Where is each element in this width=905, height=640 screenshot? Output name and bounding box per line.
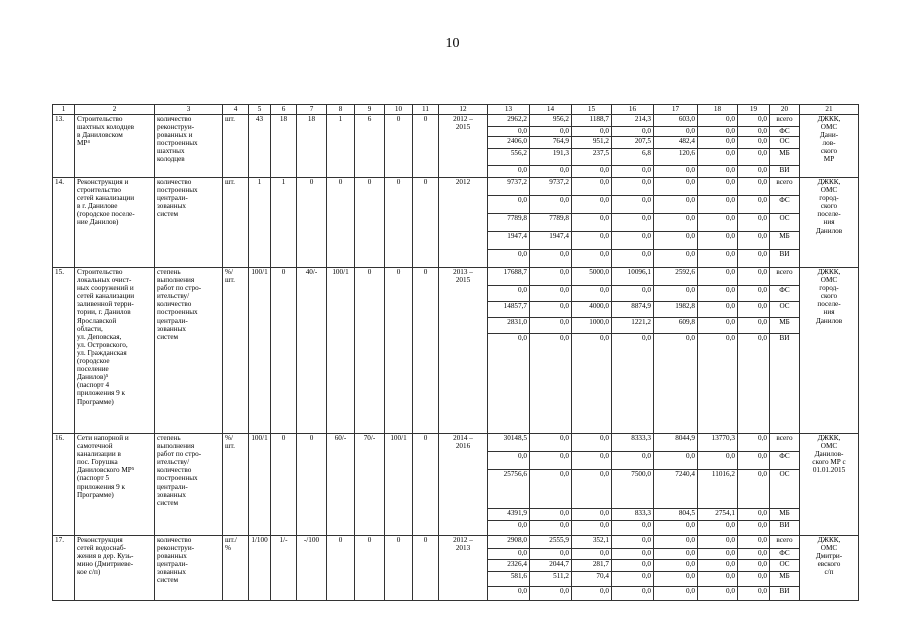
fin-value: 0,0 bbox=[738, 166, 770, 178]
fin-value: 0,0 bbox=[612, 521, 654, 536]
header-cell: 2 bbox=[75, 105, 155, 115]
fin-value: 0,0 bbox=[530, 286, 572, 302]
fin-source: ФС bbox=[770, 196, 800, 214]
fin-value: 0,0 bbox=[612, 214, 654, 232]
fin-value: 0,0 bbox=[698, 214, 738, 232]
fin-value: 0,0 bbox=[612, 166, 654, 178]
cell-c7: 0 bbox=[297, 178, 327, 268]
fin-value: 0,0 bbox=[612, 560, 654, 572]
cell-c9: 0 bbox=[355, 536, 385, 601]
cell-c10: 0 bbox=[385, 268, 413, 434]
fin-value: 2831,0 bbox=[488, 318, 530, 334]
fin-value: 0,0 bbox=[572, 127, 612, 137]
cell-c6: 18 bbox=[271, 115, 297, 178]
cell-c5: 1/100 bbox=[249, 536, 271, 601]
fin-value: 764,9 bbox=[530, 137, 572, 149]
fin-value: 6,8 bbox=[612, 149, 654, 166]
fin-value: 0,0 bbox=[530, 521, 572, 536]
header-row bbox=[53, 105, 859, 115]
fin-value: 0,0 bbox=[654, 166, 698, 178]
fin-value: 191,3 bbox=[530, 149, 572, 166]
cell-unit: шт. bbox=[223, 115, 249, 178]
fin-value: 0,0 bbox=[738, 149, 770, 166]
header-cell: 19 bbox=[738, 105, 770, 115]
cell-name: Реконструкция сетей водоснаб- жения в дер. Кузь- мино (Дмитриеве- кое с/п) bbox=[75, 536, 155, 601]
fin-value: 0,0 bbox=[530, 166, 572, 178]
fin-value: 0,0 bbox=[612, 196, 654, 214]
cell-no: 14. bbox=[53, 178, 75, 268]
fin-value: 0,0 bbox=[572, 521, 612, 536]
fin-source: ФС bbox=[770, 286, 800, 302]
fin-value: 0,0 bbox=[572, 286, 612, 302]
cell-c11: 0 bbox=[413, 115, 439, 178]
fin-value: 0,0 bbox=[488, 166, 530, 178]
header-cell: 8 bbox=[327, 105, 355, 115]
cell-indicator: количество реконструи- рованных централи- зованных систем bbox=[155, 536, 223, 601]
fin-value: 10096,1 bbox=[612, 268, 654, 286]
fin-value: 0,0 bbox=[612, 452, 654, 470]
fin-value: 0,0 bbox=[738, 268, 770, 286]
fin-value: 0,0 bbox=[530, 196, 572, 214]
fin-value: 237,5 bbox=[572, 149, 612, 166]
header-cell: 17 bbox=[654, 105, 698, 115]
cell-no: 15. bbox=[53, 268, 75, 434]
header-cell: 10 bbox=[385, 105, 413, 115]
cell-indicator: количество построенных централи- зованных систем bbox=[155, 178, 223, 268]
fin-value: 0,0 bbox=[654, 334, 698, 434]
fin-value: 4391,9 bbox=[488, 509, 530, 521]
fin-value: 0,0 bbox=[738, 196, 770, 214]
fin-value: 0,0 bbox=[612, 587, 654, 601]
fin-value: 0,0 bbox=[738, 536, 770, 549]
fin-value: 0,0 bbox=[738, 434, 770, 452]
cell-c5: 100/1 bbox=[249, 268, 271, 434]
header-cell: 14 bbox=[530, 105, 572, 115]
cell-exec: ДЖКК, ОМС Дани- лов- ского МР bbox=[800, 115, 859, 178]
fin-value: 7789,8 bbox=[530, 214, 572, 232]
fin-value: 0,0 bbox=[654, 250, 698, 268]
cell-unit: шт. bbox=[223, 178, 249, 268]
header-cell: 18 bbox=[698, 105, 738, 115]
fin-value: 0,0 bbox=[738, 302, 770, 318]
fin-value: 0,0 bbox=[612, 178, 654, 196]
fin-value: 0,0 bbox=[530, 334, 572, 434]
fin-value: 0,0 bbox=[488, 549, 530, 560]
fin-value: 0,0 bbox=[654, 286, 698, 302]
fin-source: ОС bbox=[770, 214, 800, 232]
fin-value: 2908,0 bbox=[488, 536, 530, 549]
fin-source: ОС bbox=[770, 560, 800, 572]
fin-value: 804,5 bbox=[654, 509, 698, 521]
program-table bbox=[52, 104, 859, 601]
fin-source: МБ bbox=[770, 509, 800, 521]
fin-value: 0,0 bbox=[572, 470, 612, 509]
fin-value: 281,7 bbox=[572, 560, 612, 572]
fin-value: 0,0 bbox=[612, 127, 654, 137]
fin-value: 14857,7 bbox=[488, 302, 530, 318]
fin-value: 0,0 bbox=[698, 536, 738, 549]
fin-value: 0,0 bbox=[698, 521, 738, 536]
fin-value: 0,0 bbox=[530, 127, 572, 137]
fin-value: 1188,7 bbox=[572, 115, 612, 127]
fin-value: 0,0 bbox=[698, 452, 738, 470]
cell-no: 13. bbox=[53, 115, 75, 178]
fin-value: 0,0 bbox=[738, 137, 770, 149]
cell-c5: 100/1 bbox=[249, 434, 271, 536]
fin-value: 0,0 bbox=[738, 250, 770, 268]
fin-value: 0,0 bbox=[572, 178, 612, 196]
fin-source: всего bbox=[770, 268, 800, 286]
cell-c6: 0 bbox=[271, 268, 297, 434]
fin-source: всего bbox=[770, 536, 800, 549]
fin-source: ФС bbox=[770, 549, 800, 560]
fin-value: 0,0 bbox=[698, 250, 738, 268]
cell-exec: ДЖКК, ОМС город- ского поселе- ния Данилов bbox=[800, 268, 859, 434]
header-cell: 16 bbox=[612, 105, 654, 115]
cell-c8: 1 bbox=[327, 115, 355, 178]
fin-value: 0,0 bbox=[698, 549, 738, 560]
fin-value: 0,0 bbox=[698, 166, 738, 178]
fin-value: 0,0 bbox=[488, 127, 530, 137]
fin-value: 482,4 bbox=[654, 137, 698, 149]
cell-name: Реконструкция и строительство сетей канализации в г. Данилове (городское поселе- ние Данилов) bbox=[75, 178, 155, 268]
fin-value: 0,0 bbox=[738, 452, 770, 470]
fin-value: 0,0 bbox=[698, 268, 738, 286]
fin-value: 1947,4 bbox=[530, 232, 572, 250]
header-cell: 6 bbox=[271, 105, 297, 115]
fin-value: 0,0 bbox=[654, 127, 698, 137]
table-row bbox=[53, 536, 859, 549]
header-cell: 15 bbox=[572, 105, 612, 115]
fin-value: 17688,7 bbox=[488, 268, 530, 286]
fin-value: 0,0 bbox=[488, 250, 530, 268]
header-cell: 7 bbox=[297, 105, 327, 115]
fin-value: 0,0 bbox=[698, 286, 738, 302]
fin-value: 951,2 bbox=[572, 137, 612, 149]
header-cell: 11 bbox=[413, 105, 439, 115]
fin-value: 0,0 bbox=[654, 560, 698, 572]
fin-value: 1221,2 bbox=[612, 318, 654, 334]
fin-value: 0,0 bbox=[738, 115, 770, 127]
fin-value: 0,0 bbox=[572, 250, 612, 268]
fin-value: 0,0 bbox=[698, 115, 738, 127]
cell-c8: 60/- bbox=[327, 434, 355, 536]
fin-value: 8874,9 bbox=[612, 302, 654, 318]
header-cell: 5 bbox=[249, 105, 271, 115]
header-cell: 12 bbox=[439, 105, 488, 115]
fin-value: 25756,6 bbox=[488, 470, 530, 509]
fin-value: 0,0 bbox=[654, 196, 698, 214]
fin-value: 0,0 bbox=[488, 286, 530, 302]
fin-value: 30148,5 bbox=[488, 434, 530, 452]
fin-value: 833,3 bbox=[612, 509, 654, 521]
cell-c5: 43 bbox=[249, 115, 271, 178]
fin-value: 0,0 bbox=[530, 302, 572, 318]
fin-value: 556,2 bbox=[488, 149, 530, 166]
cell-unit: %/ шт. bbox=[223, 434, 249, 536]
fin-value: 0,0 bbox=[738, 286, 770, 302]
fin-source: всего bbox=[770, 115, 800, 127]
fin-value: 0,0 bbox=[572, 166, 612, 178]
fin-value: 2592,6 bbox=[654, 268, 698, 286]
fin-value: 0,0 bbox=[572, 214, 612, 232]
cell-c7: 40/- bbox=[297, 268, 327, 434]
fin-value: 7240,4 bbox=[654, 470, 698, 509]
fin-value: 2326,4 bbox=[488, 560, 530, 572]
fin-value: 0,0 bbox=[488, 587, 530, 601]
cell-c7: -/100 bbox=[297, 536, 327, 601]
fin-value: 9737,2 bbox=[530, 178, 572, 196]
fin-value: 0,0 bbox=[698, 302, 738, 318]
fin-value: 0,0 bbox=[738, 318, 770, 334]
table-row bbox=[53, 115, 859, 127]
fin-value: 0,0 bbox=[654, 452, 698, 470]
fin-value: 581,6 bbox=[488, 572, 530, 587]
fin-value: 0,0 bbox=[530, 549, 572, 560]
fin-value: 8333,3 bbox=[612, 434, 654, 452]
cell-c10: 0 bbox=[385, 115, 413, 178]
fin-value: 0,0 bbox=[572, 509, 612, 521]
fin-value: 0,0 bbox=[698, 232, 738, 250]
fin-value: 0,0 bbox=[572, 196, 612, 214]
fin-value: 8044,9 bbox=[654, 434, 698, 452]
fin-value: 0,0 bbox=[530, 318, 572, 334]
cell-c9: 0 bbox=[355, 178, 385, 268]
cell-exec: ДЖКК, ОМС город- ского поселе- ния Данилов bbox=[800, 178, 859, 268]
fin-value: 0,0 bbox=[530, 250, 572, 268]
fin-value: 1000,0 bbox=[572, 318, 612, 334]
fin-value: 0,0 bbox=[654, 572, 698, 587]
cell-c10: 0 bbox=[385, 536, 413, 601]
cell-c9: 6 bbox=[355, 115, 385, 178]
fin-value: 0,0 bbox=[572, 334, 612, 434]
header-cell: 3 bbox=[155, 105, 223, 115]
fin-value: 4000,0 bbox=[572, 302, 612, 318]
fin-value: 0,0 bbox=[654, 521, 698, 536]
fin-value: 7789,8 bbox=[488, 214, 530, 232]
fin-value: 0,0 bbox=[654, 178, 698, 196]
fin-source: всего bbox=[770, 434, 800, 452]
header-cell: 4 bbox=[223, 105, 249, 115]
fin-value: 0,0 bbox=[738, 232, 770, 250]
cell-c5: 1 bbox=[249, 178, 271, 268]
fin-value: 70,4 bbox=[572, 572, 612, 587]
fin-value: 2406,0 bbox=[488, 137, 530, 149]
fin-value: 0,0 bbox=[488, 196, 530, 214]
fin-value: 0,0 bbox=[738, 509, 770, 521]
fin-value: 0,0 bbox=[530, 587, 572, 601]
fin-value: 0,0 bbox=[572, 452, 612, 470]
fin-value: 609,8 bbox=[654, 318, 698, 334]
fin-source: МБ bbox=[770, 572, 800, 587]
cell-exec: ДЖКК, ОМС Данилов- ского МР с 01.01.2015 bbox=[800, 434, 859, 536]
cell-name: Строительство локальных очист- ных сооружений и сетей канализации заливенной терри- тории, г. Данилов Ярославской области, ул. Деповская, ул. Островского, ул. Гражданская (городское поселение Данилов)⁵ (паспорт 4 приложения 9 к Программе) bbox=[75, 268, 155, 434]
fin-value: 0,0 bbox=[738, 560, 770, 572]
fin-value: 0,0 bbox=[612, 232, 654, 250]
fin-value: 11016,2 bbox=[698, 470, 738, 509]
cell-c6: 1/- bbox=[271, 536, 297, 601]
fin-value: 1947,4 bbox=[488, 232, 530, 250]
header-cell: 21 bbox=[800, 105, 859, 115]
fin-value: 0,0 bbox=[738, 572, 770, 587]
cell-c8: 0 bbox=[327, 178, 355, 268]
fin-value: 0,0 bbox=[698, 587, 738, 601]
cell-period: 2012 – 2013 bbox=[439, 536, 488, 601]
fin-value: 0,0 bbox=[698, 149, 738, 166]
cell-c6: 1 bbox=[271, 178, 297, 268]
cell-unit: шт./ % bbox=[223, 536, 249, 601]
header-cell: 20 bbox=[770, 105, 800, 115]
cell-c11: 0 bbox=[413, 268, 439, 434]
fin-source: ВИ bbox=[770, 587, 800, 601]
fin-value: 0,0 bbox=[738, 214, 770, 232]
cell-unit: %/ шт. bbox=[223, 268, 249, 434]
fin-value: 0,0 bbox=[654, 232, 698, 250]
fin-value: 9737,2 bbox=[488, 178, 530, 196]
fin-value: 0,0 bbox=[530, 268, 572, 286]
fin-value: 207,5 bbox=[612, 137, 654, 149]
fin-value: 0,0 bbox=[698, 196, 738, 214]
fin-source: ВИ bbox=[770, 250, 800, 268]
fin-source: всего bbox=[770, 178, 800, 196]
page-number: 10 bbox=[445, 36, 460, 51]
cell-name: Сети напорной и самотечной канализации в пос. Горушка Даниловского МР⁵ (паспорт 5 приложения 9 к Программе) bbox=[75, 434, 155, 536]
fin-value: 0,0 bbox=[738, 334, 770, 434]
header-cell: 9 bbox=[355, 105, 385, 115]
fin-source: ВИ bbox=[770, 521, 800, 536]
fin-source: ОС bbox=[770, 470, 800, 509]
cell-period: 2012 – 2015 bbox=[439, 115, 488, 178]
fin-value: 0,0 bbox=[698, 178, 738, 196]
fin-value: 7500,0 bbox=[612, 470, 654, 509]
fin-value: 0,0 bbox=[698, 318, 738, 334]
table-row bbox=[53, 268, 859, 286]
cell-period: 2014 – 2016 bbox=[439, 434, 488, 536]
fin-value: 0,0 bbox=[698, 560, 738, 572]
table-row bbox=[53, 178, 859, 196]
fin-value: 0,0 bbox=[698, 572, 738, 587]
fin-value: 0,0 bbox=[488, 521, 530, 536]
fin-source: ОС bbox=[770, 137, 800, 149]
fin-source: ВИ bbox=[770, 166, 800, 178]
fin-value: 0,0 bbox=[654, 214, 698, 232]
cell-exec: ДЖКК, ОМС Дмитри- евского с/п bbox=[800, 536, 859, 601]
cell-c9: 0 bbox=[355, 268, 385, 434]
cell-period: 2012 bbox=[439, 178, 488, 268]
fin-value: 0,0 bbox=[698, 334, 738, 434]
cell-indicator: степень выполнения работ по стро- ительству/ количество построенных централи- зованных систем bbox=[155, 268, 223, 434]
fin-value: 0,0 bbox=[612, 334, 654, 434]
cell-c10: 0 bbox=[385, 178, 413, 268]
fin-value: 0,0 bbox=[612, 286, 654, 302]
fin-value: 0,0 bbox=[654, 536, 698, 549]
cell-period: 2013 – 2015 bbox=[439, 268, 488, 434]
fin-source: ФС bbox=[770, 452, 800, 470]
fin-value: 0,0 bbox=[530, 434, 572, 452]
fin-value: 2044,7 bbox=[530, 560, 572, 572]
cell-no: 17. bbox=[53, 536, 75, 601]
fin-value: 0,0 bbox=[738, 178, 770, 196]
fin-value: 2962,2 bbox=[488, 115, 530, 127]
fin-value: 603,0 bbox=[654, 115, 698, 127]
fin-source: ВИ bbox=[770, 334, 800, 434]
fin-source: ФС bbox=[770, 127, 800, 137]
fin-value: 214,3 bbox=[612, 115, 654, 127]
cell-no: 16. bbox=[53, 434, 75, 536]
fin-value: 0,0 bbox=[698, 127, 738, 137]
fin-value: 352,1 bbox=[572, 536, 612, 549]
fin-value: 2555,9 bbox=[530, 536, 572, 549]
fin-value: 0,0 bbox=[738, 549, 770, 560]
fin-value: 0,0 bbox=[738, 521, 770, 536]
cell-c11: 0 bbox=[413, 178, 439, 268]
fin-value: 0,0 bbox=[738, 587, 770, 601]
fin-value: 511,2 bbox=[530, 572, 572, 587]
fin-value: 0,0 bbox=[738, 127, 770, 137]
fin-value: 0,0 bbox=[530, 509, 572, 521]
fin-value: 956,2 bbox=[530, 115, 572, 127]
fin-value: 0,0 bbox=[612, 250, 654, 268]
fin-value: 0,0 bbox=[612, 536, 654, 549]
cell-c7: 18 bbox=[297, 115, 327, 178]
cell-c8: 100/1 bbox=[327, 268, 355, 434]
cell-c11: 0 bbox=[413, 536, 439, 601]
fin-value: 0,0 bbox=[530, 470, 572, 509]
fin-value: 2754,1 bbox=[698, 509, 738, 521]
cell-c10: 100/1 bbox=[385, 434, 413, 536]
cell-indicator: количество реконструи- рованных и построенных шахтных колодцев bbox=[155, 115, 223, 178]
fin-value: 0,0 bbox=[572, 587, 612, 601]
cell-c9: 70/- bbox=[355, 434, 385, 536]
fin-value: 120,6 bbox=[654, 149, 698, 166]
fin-value: 0,0 bbox=[612, 572, 654, 587]
fin-value: 0,0 bbox=[488, 452, 530, 470]
cell-name: Строительство шахтных колодцев в Даниловском МР⁴ bbox=[75, 115, 155, 178]
fin-value: 0,0 bbox=[572, 232, 612, 250]
cell-c6: 0 bbox=[271, 434, 297, 536]
fin-value: 0,0 bbox=[572, 549, 612, 560]
fin-value: 0,0 bbox=[654, 549, 698, 560]
fin-value: 0,0 bbox=[612, 549, 654, 560]
header-cell: 1 bbox=[53, 105, 75, 115]
cell-c8: 0 bbox=[327, 536, 355, 601]
fin-value: 0,0 bbox=[530, 452, 572, 470]
fin-source: МБ bbox=[770, 149, 800, 166]
fin-value: 1982,8 bbox=[654, 302, 698, 318]
fin-value: 5000,0 bbox=[572, 268, 612, 286]
fin-source: МБ bbox=[770, 232, 800, 250]
fin-value: 0,0 bbox=[654, 587, 698, 601]
header-cell: 13 bbox=[488, 105, 530, 115]
fin-value: 0,0 bbox=[488, 334, 530, 434]
cell-indicator: степень выполнения работ по стро- ительству/ количество построенных централи- зованных систем bbox=[155, 434, 223, 536]
fin-value: 0,0 bbox=[738, 470, 770, 509]
fin-value: 13770,3 bbox=[698, 434, 738, 452]
cell-c11: 0 bbox=[413, 434, 439, 536]
fin-value: 0,0 bbox=[698, 137, 738, 149]
fin-source: МБ bbox=[770, 318, 800, 334]
cell-c7: 0 bbox=[297, 434, 327, 536]
table-row bbox=[53, 434, 859, 452]
fin-value: 0,0 bbox=[572, 434, 612, 452]
fin-source: ОС bbox=[770, 302, 800, 318]
